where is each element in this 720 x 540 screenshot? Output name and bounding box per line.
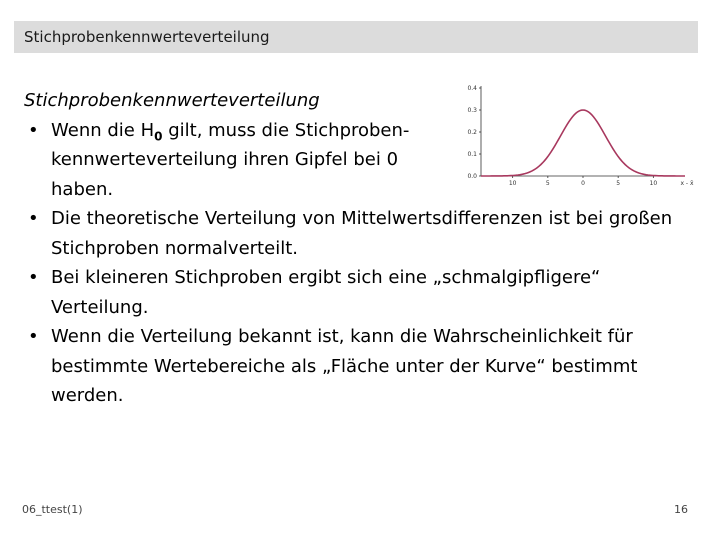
y-tick-label: 0.3 [467, 107, 477, 114]
slide-heading: Stichprobenkennwerteverteilung [24, 90, 320, 111]
y-tick-label: 0.2 [467, 129, 477, 136]
bullet-text: Die theoretische Verteilung von Mittelwertsdifferenzen ist bei großen Stichproben normalverteilt. [51, 208, 673, 259]
bullet-text-pre: Wenn die H [51, 119, 155, 141]
slide-header-bar [14, 21, 698, 53]
x-axis-label: x - x̄ [680, 180, 694, 187]
bullet-subscript: 0 [154, 129, 163, 144]
x-tick-label: 0 [581, 180, 585, 187]
y-tick-label: 0.0 [467, 173, 477, 180]
bullet-text: Bei kleineren Stichproben ergibt sich eine „schmalgipfligere“ Verteilung. [51, 267, 601, 318]
density-curve [481, 110, 685, 176]
header-title: Stichprobenkennwerteverteilung [24, 28, 270, 46]
page-number: 16 [674, 503, 688, 516]
bullet-item [24, 263, 696, 322]
y-tick-label: 0.4 [467, 85, 477, 92]
bullet-item [24, 204, 696, 263]
normal-distribution-chart [465, 80, 695, 190]
x-tick-label: 10 [649, 180, 658, 187]
bullet-text-post: gilt, muss die Stichproben-kennwerteverteilung ihren Gipfel bei 0 haben. [51, 119, 410, 200]
footer-source: 06_ttest(1) [22, 503, 83, 516]
x-tick-label: 5 [616, 180, 621, 187]
x-tick-label: 5 [545, 180, 550, 187]
bullet-item [24, 322, 696, 411]
bullet-text: Wenn die Verteilung bekannt ist, kann die Wahrscheinlichkeit für bestimmte Wertebereiche als „Fläche unter der Kurve“ bestimmt werden. [51, 326, 638, 406]
y-tick-label: 0.1 [467, 151, 477, 158]
bullet-item [24, 116, 453, 205]
x-tick-label: 10 [508, 180, 517, 187]
